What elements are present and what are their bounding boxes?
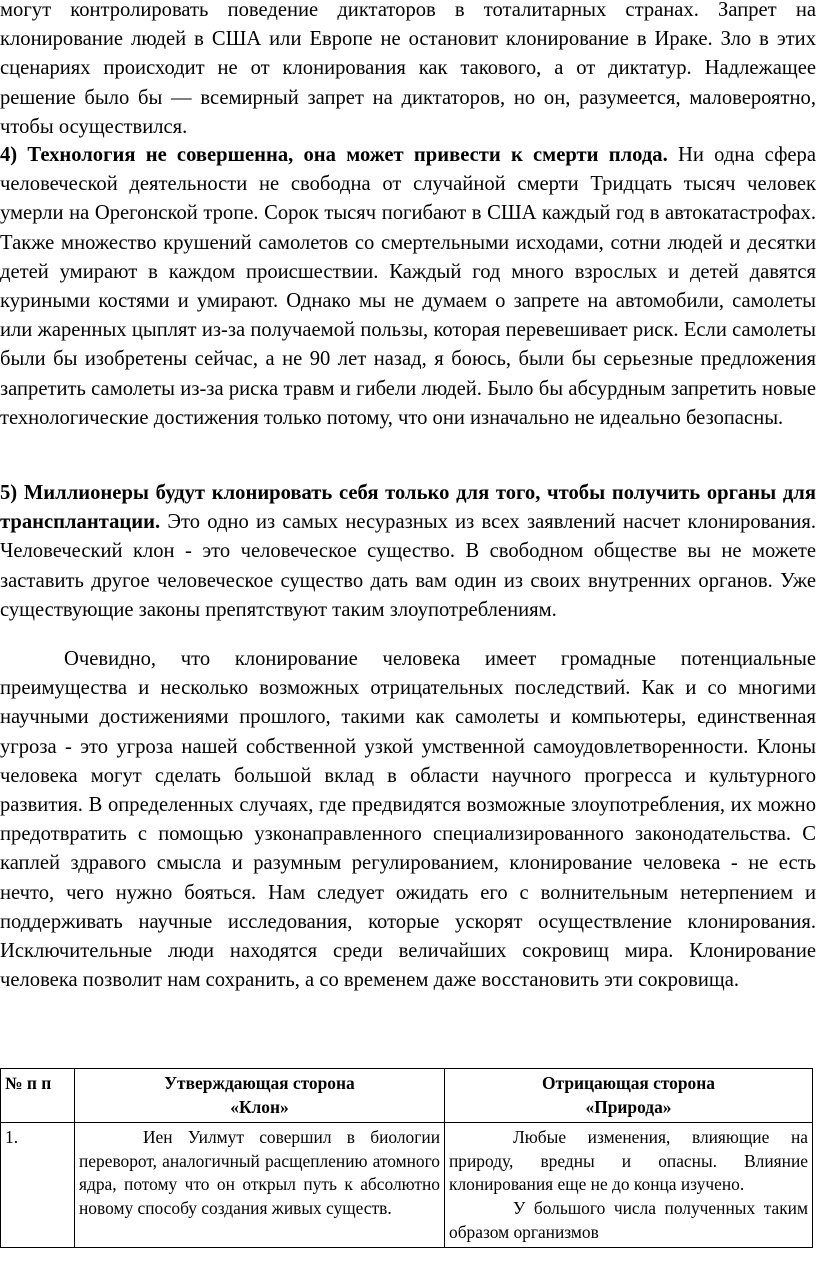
point-4-heading: 4) Технология не совершенна, она может привести к смерти плода. bbox=[0, 144, 668, 166]
negative-cell bbox=[445, 1123, 813, 1248]
header-number: № п п bbox=[1, 1069, 75, 1123]
header-negative-title: Отрицающая сторона bbox=[542, 1073, 715, 1093]
header-affirmative-subtitle: «Клон» bbox=[230, 1096, 289, 1117]
header-affirmative-title: Утверждающая сторона bbox=[164, 1073, 355, 1093]
point-5-heading: 5) Миллионеры будут клонировать себя только для того, чтобы получить органы для трансплантации. bbox=[0, 482, 816, 534]
header-negative-subtitle: «Природа» bbox=[585, 1096, 672, 1117]
affirmative-text: Иен Уилмут совершил в биологии переворот, аналогичный расщеплению атомного ядра, потому что он открыл путь к абсолютно новому способу создания живых существ. bbox=[79, 1127, 440, 1218]
header-negative bbox=[445, 1069, 813, 1123]
paragraph-point-5 bbox=[0, 479, 816, 625]
paragraph-dictators: могут контролировать поведение диктаторов в тоталитарных странах. Запрет на клонирование людей в США или Европе не остановит клонирование в Ираке. Зло в этих сценариях происходит не от клонирования как такового, а от диктатур. Надлежащее решение было бы — всемирный запрет на диктаторов, но он, разумеется, маловероятно, чтобы осуществился. bbox=[0, 0, 816, 138]
comparison-table bbox=[0, 1068, 813, 1248]
point-5-body: Это одно из самых несуразных из всех заявлений насчет клонирования. Человеческий клон - это человеческое существо. В свободном обществе вы не можете заставить другое человеческое существо дать вам один из своих внутренних органов. Уже существующие законы препятствуют таким злоупотреблениям. bbox=[0, 511, 816, 621]
header-affirmative bbox=[75, 1069, 445, 1123]
negative-text-1: Любые изменения, влияющие на природу, вредны и опасны. Влияние клонирования еще не до конца изучено. bbox=[449, 1127, 808, 1195]
point-4-body: Ни одна сфера человеческой деятельности не свободна от случайной смерти Тридцать тысяч человек умерли на Орегонской тропе. Сорок тысяч погибают в США каждый год в автокатастрофах. Также множество крушений самолетов со смертельными исходами, сотни людей и десятки детей умирают в каждом происшествии. Каждый год много взрослых и детей давятся куриными костями и умирают. Однако мы не думаем о запрете на автомобили, самолеты или жаренных цыплят из-за получаемой пользы, которая перевешивает риск. Если самолеты были бы изобретены сейчас, а не 90 лет назад, я боюсь, были бы серьезные предложения запретить самолеты из-за риска травм и гибели людей. Было бы абсурдным запретить новые технологические достижения только потому, что они изначально не идеально безопасны. bbox=[0, 144, 816, 429]
row-number: 1. bbox=[1, 1123, 75, 1248]
negative-text-2: У большого числа полученных таким образом организмов bbox=[449, 1197, 808, 1242]
table-row bbox=[1, 1123, 813, 1248]
paragraph-point-4 bbox=[0, 141, 816, 433]
paragraph-conclusion: Очевидно, что клонирование человека имеет громадные потенциальные преимущества и несколько возможных отрицательных последствий. Как и со многими научными достижениями прошлого, такими как самолеты и компьютеры, единственная угроза - это угроза нашей собственной узкой умственной самоудовлетворенности. Клоны человека могут сделать большой вклад в области научного прогресса и культурного развития. В определенных случаях, где предвидятся возможные злоупотребления, их можно предотвратить с помощью узконаправленного специализированного законодательства. С каплей здравого смысла и разумным регулированием, клонирование человека - не есть нечто, чего нужно бояться. Нам следует ожидать его с волнительным нетерпением и поддерживать научные исследования, которые ускорят осуществление клонирования. Исключительные люди находятся среди величайших сокровищ мира. Клонирование человека позволит нам сохранить, а со временем даже восстановить эти сокровища. bbox=[0, 648, 816, 992]
table-header-row bbox=[1, 1069, 813, 1123]
affirmative-cell bbox=[75, 1123, 445, 1248]
